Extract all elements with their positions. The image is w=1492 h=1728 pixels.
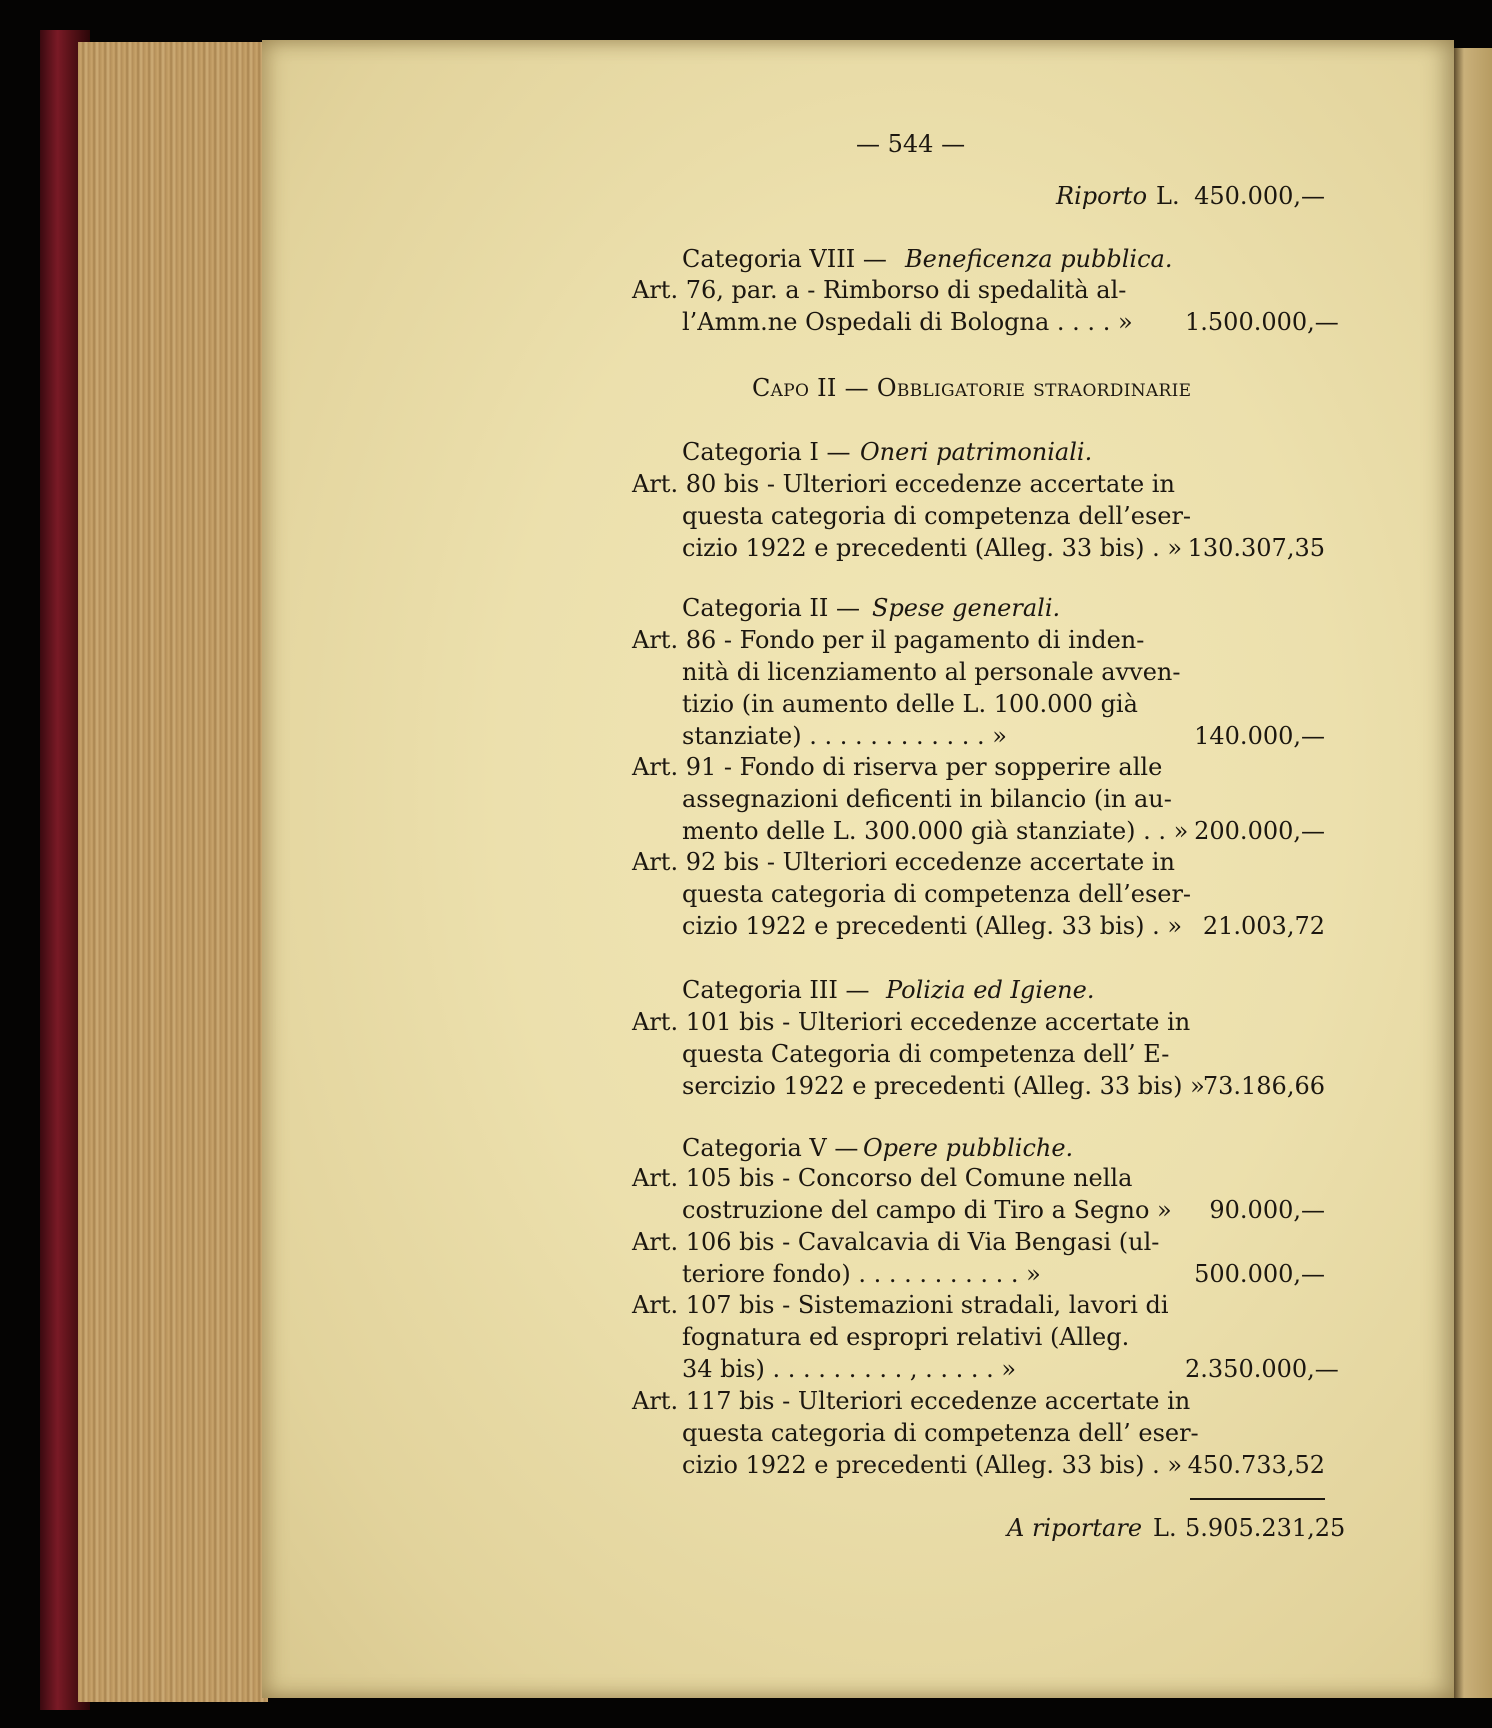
article-amount: 73.186,66	[1202, 1072, 1325, 1100]
article-line: Art. 91 - Fondo di riserva per sopperire alle	[632, 753, 1163, 781]
facing-page-edge	[1452, 48, 1492, 1698]
article-amount: 140.000,—	[1194, 722, 1325, 750]
a-riportare-amount: 5.905.231,25	[1185, 1514, 1346, 1542]
article-amount: 21.003,72	[1202, 912, 1325, 940]
article-line: questa Categoria di competenza dell’ E-	[682, 1040, 1170, 1068]
article-line: cizio 1922 e precedenti (Alleg. 33 bis) . »	[682, 912, 1183, 940]
article-line: questa categoria di competenza dell’eser-	[682, 880, 1192, 908]
total-rule	[1190, 1498, 1325, 1500]
category-heading-prefix: Categoria VIII —	[682, 245, 887, 273]
article-line: Art. 101 bis - Ulteriori eccedenze accertate in	[632, 1008, 1191, 1036]
article-line: sercizio 1922 e precedenti (Alleg. 33 bis) »	[682, 1072, 1205, 1100]
a-riportare-label: A riportare	[1007, 1514, 1143, 1542]
article-line: Art. 105 bis - Concorso del Comune nella	[632, 1164, 1133, 1192]
page-edges	[78, 42, 268, 1702]
article-line: Art. 106 bis - Cavalcavia di Via Bengasi (ul-	[632, 1228, 1160, 1256]
article-amount: 2.350.000,—	[1185, 1355, 1339, 1383]
article-line: mento delle L. 300.000 già stanziate) . . »	[682, 817, 1189, 845]
article-line: Art. 107 bis - Sistemazioni stradali, lavori di	[632, 1291, 1169, 1319]
article-amount: 200.000,—	[1194, 817, 1325, 845]
article-line: costruzione del campo di Tiro a Segno »	[682, 1196, 1172, 1224]
category-heading-prefix: Categoria II —	[682, 594, 861, 622]
category-heading-name: Beneficenza pubblica.	[905, 245, 1173, 273]
category-heading-name: Oneri patrimoniali.	[860, 438, 1093, 466]
article-line: fognatura ed espropri relativi (Alleg.	[682, 1323, 1130, 1351]
category-heading-name: Opere pubbliche.	[863, 1134, 1074, 1162]
article-amount: 130.307,35	[1187, 534, 1325, 562]
article-line: assegnazioni deficenti in bilancio (in au-	[682, 785, 1172, 813]
a-riportare-currency: L.	[1153, 1514, 1177, 1542]
article-line: cizio 1922 e precedenti (Alleg. 33 bis) . »	[682, 534, 1183, 562]
article-line: tizio (in aumento delle L. 100.000 già	[682, 690, 1138, 718]
article-amount: 1.500.000,—	[1185, 308, 1339, 336]
category-heading-name: Polizia ed Igiene.	[886, 976, 1095, 1004]
article-line: Art. 86 - Fondo per il pagamento di inden-	[632, 626, 1145, 654]
article-line: stanziate) . . . . . . . . . . . . »	[682, 722, 1007, 750]
capo-heading: Capo II — Obbligatorie straordinarie	[752, 374, 1192, 402]
category-heading-prefix: Categoria V —	[682, 1134, 859, 1162]
article-amount: 450.733,52	[1187, 1451, 1325, 1479]
article-line: l’Amm.ne Ospedali di Bologna . . . . »	[682, 308, 1133, 336]
page-number: — 544 —	[856, 130, 966, 158]
article-line: 34 bis) . . . . . . . . . , . . . . . »	[682, 1355, 1017, 1383]
article-amount: 90.000,—	[1209, 1196, 1325, 1224]
riporto-currency: L.	[1156, 182, 1180, 210]
riporto-label: Riporto	[1056, 182, 1148, 210]
category-heading-name: Spese generali.	[872, 594, 1061, 622]
article-line: questa categoria di competenza dell’eser-	[682, 502, 1192, 530]
article-line: questa categoria di competenza dell’ eser-	[682, 1419, 1199, 1447]
article-line: nità di licenziamento al personale avven-	[682, 658, 1181, 686]
article-line: Art. 92 bis - Ulteriori eccedenze accertate in	[632, 848, 1175, 876]
category-heading-prefix: Categoria III —	[682, 976, 870, 1004]
article-line: Art. 80 bis - Ulteriori eccedenze accertate in	[632, 470, 1175, 498]
category-heading-prefix: Categoria I —	[682, 438, 851, 466]
article-line: teriore fondo) . . . . . . . . . . . »	[682, 1260, 1041, 1288]
article-amount: 500.000,—	[1194, 1260, 1325, 1288]
riporto-amount: 450.000,—	[1194, 182, 1325, 210]
article-line: Art. 117 bis - Ulteriori eccedenze accertate in	[632, 1387, 1191, 1415]
article-line: cizio 1922 e precedenti (Alleg. 33 bis) . »	[682, 1451, 1183, 1479]
article-line: Art. 76, par. a - Rimborso di spedalità al-	[632, 276, 1127, 304]
